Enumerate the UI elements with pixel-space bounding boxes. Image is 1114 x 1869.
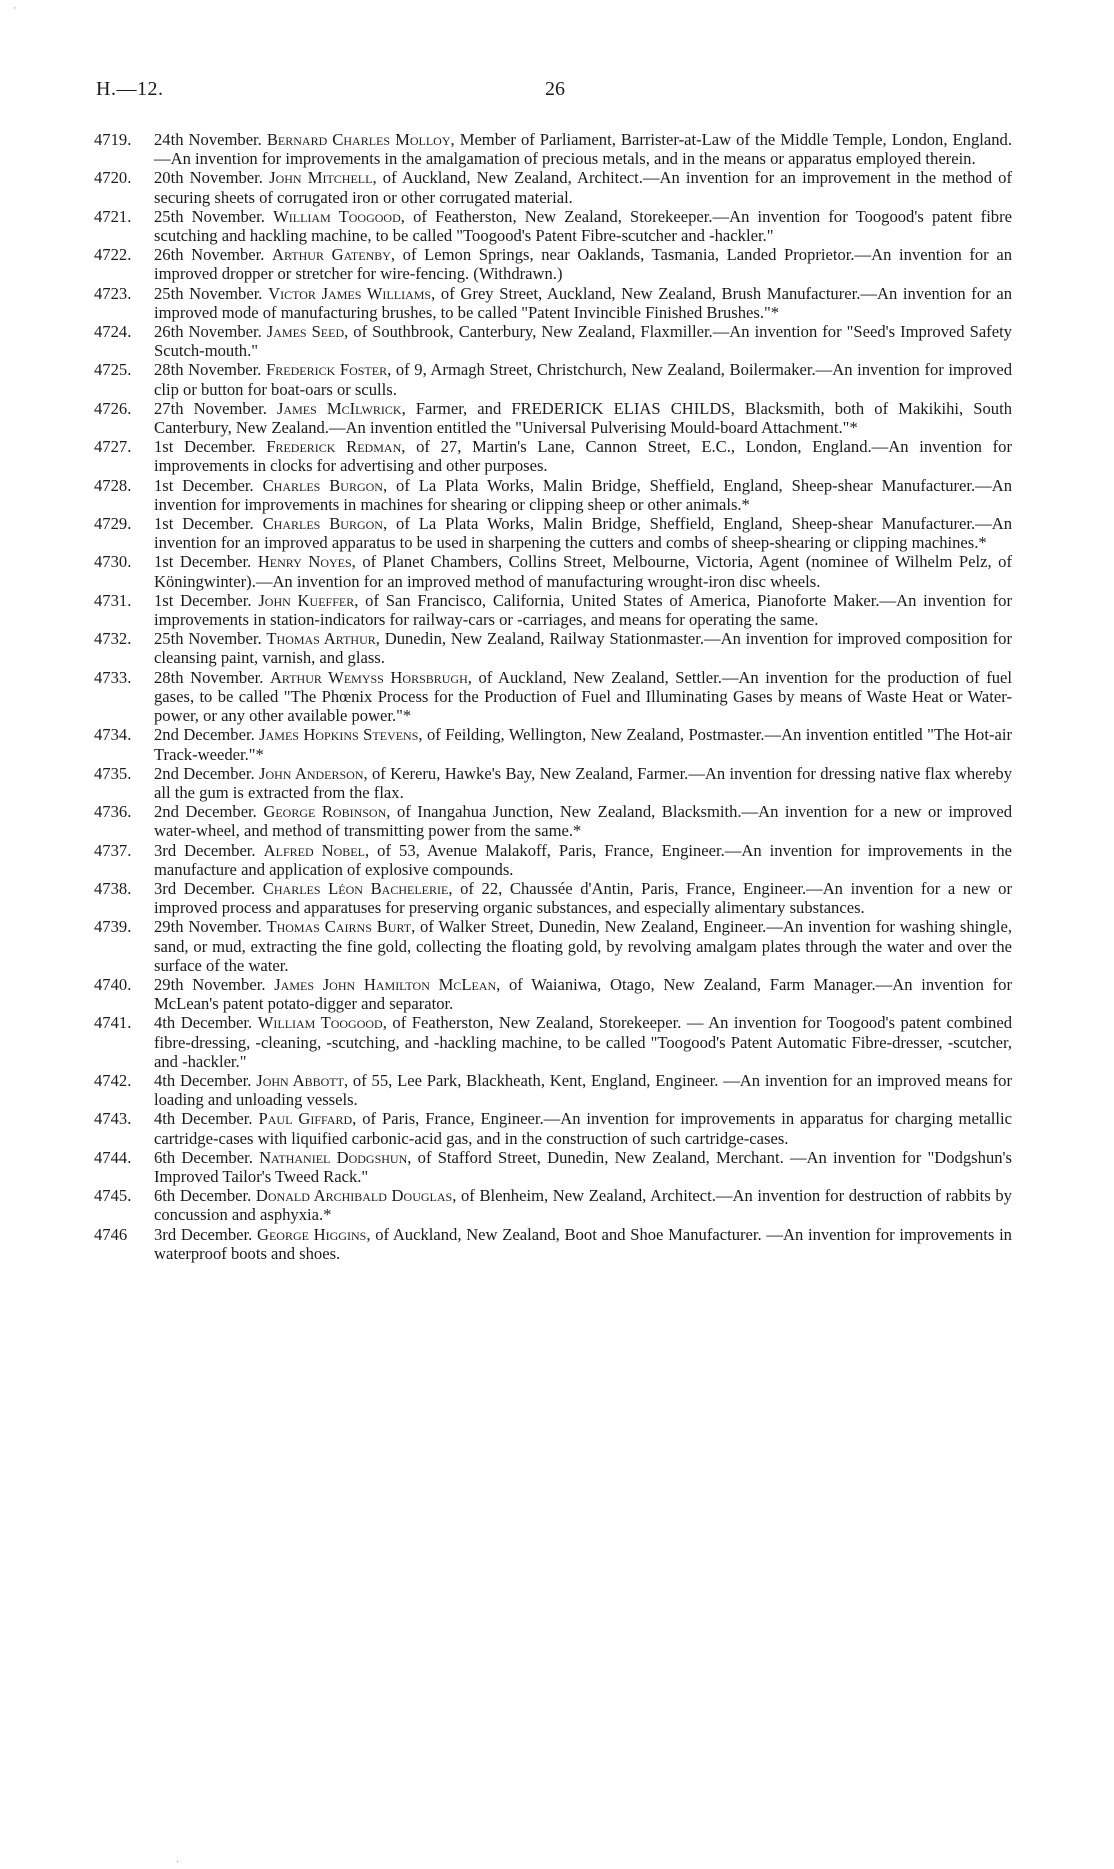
- entry-applicant-name: Donald Archibald Douglas: [255, 1186, 453, 1206]
- entry-applicant-name: Charles Léon Bachelerie: [262, 878, 449, 898]
- entry-date: 6th December.: [154, 1147, 253, 1167]
- entry-applicant-name: Alfred Nobel: [263, 840, 365, 860]
- entry-applicant-name: Paul Giffard: [258, 1109, 353, 1129]
- entry-body: [154, 975, 1012, 1013]
- entry-number: 4719.: [94, 130, 132, 149]
- entry-number: 4738.: [94, 878, 132, 898]
- patent-entry: [94, 1225, 1012, 1263]
- entry-body: [154, 207, 1012, 245]
- entry-date: 26th November.: [154, 245, 265, 265]
- entry-date: 3rd December.: [154, 840, 256, 860]
- entry-date: 25th November.: [154, 629, 262, 649]
- patent-entry: [94, 360, 1012, 398]
- entry-number: 4734.: [94, 725, 132, 745]
- entry-applicant-name: James Seed: [266, 322, 345, 342]
- patent-entry: [94, 1109, 1012, 1147]
- entry-body: [154, 668, 1012, 726]
- entry-body: [154, 360, 1012, 398]
- entry-description: , of La Plata Works, Malin Bridge, Sheffield, England, Sheep-shear Manufacturer.—An invention for improvements in machines for shearing or clipping sheep or other animals.*: [154, 475, 1013, 514]
- entry-number: 4725.: [94, 360, 132, 380]
- patent-entry: [94, 207, 1012, 245]
- entry-date: 28th November.: [154, 667, 264, 687]
- entry-number: 4721.: [94, 206, 132, 226]
- patent-entry: [94, 514, 1012, 552]
- entry-description: , of Planet Chambers, Collins Street, Melbourne, Victoria, Agent (nominee of Wilhelm Pelz, of Köningwinter).—An invention for an improved method of manufacturing wrought-iron disc wheels.: [154, 552, 1012, 591]
- patent-entry: [94, 591, 1012, 629]
- entry-applicant-name: James Hopkins Stevens: [259, 725, 419, 745]
- document-reference: H.—12.: [96, 78, 164, 100]
- scan-mark-top: ': [14, 6, 16, 17]
- entry-applicant-name: Arthur Wemyss Horsbrugh: [269, 667, 468, 687]
- entry-body: [154, 917, 1012, 975]
- patent-entry: [94, 322, 1012, 360]
- entry-body: [154, 1109, 1012, 1147]
- patent-entry: [94, 1013, 1012, 1071]
- entry-applicant-name: James John Hamilton McLean: [274, 974, 497, 994]
- entry-applicant-name: Frederick Foster: [266, 360, 388, 380]
- entry-number: 4727.: [94, 437, 132, 457]
- entry-description: , of Auckland, New Zealand, Boot and Shoe Manufacturer. —An invention for improvements in waterproof boots and shoes.: [154, 1224, 1012, 1263]
- patent-entry: [94, 552, 1012, 590]
- entry-number: 4746: [94, 1224, 128, 1244]
- entry-description: , of Kereru, Hawke's Bay, New Zealand, Farmer.—An invention for dressing native flax whereby all the gum is extracted from the flax.: [154, 763, 1013, 802]
- entry-date: 26th November.: [154, 322, 262, 342]
- patent-entry: [94, 802, 1012, 840]
- entry-body: [154, 1225, 1012, 1263]
- patent-entry: [94, 130, 1012, 168]
- scan-mark-bottom: ·: [176, 1857, 180, 1868]
- entry-applicant-name: Frederick Redman: [266, 437, 402, 457]
- entry-number: 4739.: [94, 917, 132, 937]
- entry-body: [154, 168, 1012, 206]
- entry-date: 1st December.: [154, 552, 252, 572]
- patent-entry: [94, 841, 1012, 879]
- patent-entry: [94, 1148, 1012, 1186]
- entry-number: 4733.: [94, 667, 132, 687]
- entry-description: , of Auckland, New Zealand, Architect.—An invention for an improvement in the method of securing sheets of corrugated iron or other corrugated material.: [154, 168, 1012, 207]
- patent-entry: [94, 1071, 1012, 1109]
- entry-number: 4731.: [94, 590, 132, 610]
- entry-body: [154, 130, 1012, 168]
- entry-applicant-name: William Toogood: [273, 206, 401, 226]
- patent-entry: [94, 764, 1012, 802]
- entry-body: [154, 841, 1012, 879]
- patent-entry: [94, 725, 1012, 763]
- entry-date: 1st December.: [154, 590, 252, 610]
- entry-number: 4724.: [94, 322, 132, 342]
- patent-entry: [94, 476, 1012, 514]
- entry-applicant-name: Thomas Arthur: [266, 629, 376, 649]
- patent-entry: [94, 668, 1012, 726]
- entry-description: , of Featherston, New Zealand, Storekeeper.—An invention for Toogood's patent fibre scutching and hackling machine, to be called "Toogood's Patent Fibre-scutcher and -hackler.": [154, 206, 1012, 246]
- entry-date: 1st December.: [154, 475, 254, 495]
- entry-description: , of Walker Street, Dunedin, New Zealand, Engineer.—An invention for washing shingle, sand, or mud, extracting the fine gold, collecting the floating gold, by revolving amalgam plates through the water and over the surface of the water.: [154, 917, 1012, 975]
- entry-number: 4722.: [94, 245, 132, 265]
- entry-description: , of Auckland, New Zealand, Settler.—An invention for the production of fuel gases, to be called "The Phœnix Process for the Production of Fuel and Illuminating Gases by means of Waste Heat or Water-power, or any other available power."*: [154, 667, 1012, 726]
- patent-entry: [94, 168, 1012, 206]
- entry-date: 4th December.: [154, 1070, 252, 1090]
- entry-description: , of 9, Armagh Street, Christchurch, New Zealand, Boilermaker.—An invention for improved clip or button for boat-oars or sculls.: [154, 360, 1012, 399]
- entry-description: , of 27, Martin's Lane, Cannon Street, E.C., London, England.—An invention for improvements in clocks for advertising and other purposes.: [154, 437, 1012, 476]
- entry-number: 4720.: [94, 168, 132, 188]
- entry-applicant-name: John Anderson: [258, 763, 364, 783]
- entry-applicant-name: James McIlwrick: [276, 398, 402, 418]
- entry-date: 24th November.: [154, 130, 262, 149]
- entry-applicant-name: Victor James Williams: [268, 283, 432, 303]
- patent-entry: [94, 975, 1012, 1013]
- entry-body: [154, 591, 1012, 629]
- entry-applicant-name: George Higgins: [256, 1224, 367, 1244]
- entry-applicant-name: Arthur Gatenby: [272, 245, 391, 265]
- entry-number: 4740.: [94, 974, 132, 994]
- patent-entry: [94, 245, 1012, 283]
- entry-body: [154, 802, 1012, 840]
- entry-applicant-name: William Toogood: [257, 1013, 383, 1033]
- entry-number: 4735.: [94, 763, 132, 783]
- entry-description: , of 55, Lee Park, Blackheath, Kent, England, Engineer. —An invention for an improved means for loading and unloading vessels.: [154, 1070, 1013, 1110]
- entry-number: 4732.: [94, 629, 132, 649]
- entry-applicant-name: John Mitchell: [269, 168, 373, 188]
- entry-number: 4742.: [94, 1070, 132, 1090]
- entry-body: [154, 437, 1012, 475]
- entry-description: , of San Francisco, California, United States of America, Pianoforte Maker.—An invention for improvements in station-indicators for railway-cars or -carriages, and means for operating the same.: [154, 590, 1012, 630]
- entry-description: , of 22, Chaussée d'Antin, Paris, France, Engineer.—An invention for a new or improved process and apparatuses for preserving organic substances, and especially alimentary substances.: [154, 878, 1012, 918]
- entry-date: 3rd December.: [154, 1224, 253, 1244]
- page-number: 26: [545, 78, 565, 100]
- entry-body: [154, 514, 1012, 552]
- patent-entry: [94, 629, 1012, 667]
- entry-date: 25th November.: [154, 283, 263, 303]
- entry-body: [154, 629, 1012, 667]
- entry-description: , of Stafford Street, Dunedin, New Zealand, Merchant. —An invention for "Dodgshun's Improved Tailor's Tweed Rack.": [154, 1147, 1012, 1186]
- entry-number: 4726.: [94, 398, 132, 418]
- patent-entry: [94, 879, 1012, 917]
- entry-applicant-name: Thomas Cairns Burt: [266, 917, 412, 937]
- entry-date: 3rd December.: [154, 878, 256, 898]
- entry-date: 2nd December.: [154, 802, 257, 822]
- entry-date: 6th December.: [154, 1186, 252, 1206]
- entry-date: 1st December.: [154, 437, 256, 457]
- entry-description: , of Feilding, Wellington, New Zealand, Postmaster.—An invention entitled "The Hot-air Track-weeder."*: [154, 725, 1012, 764]
- entry-applicant-name: Charles Burgon: [262, 514, 383, 534]
- entry-number: 4737.: [94, 840, 132, 860]
- entry-body: [154, 1186, 1012, 1224]
- entry-body: [154, 476, 1012, 514]
- entry-number: 4729.: [94, 514, 132, 534]
- entry-date: 1st December.: [154, 514, 254, 534]
- entry-applicant-name: George Robinson: [263, 802, 387, 822]
- entry-number: 4723.: [94, 283, 132, 303]
- entry-date: 2nd December.: [154, 725, 255, 745]
- patent-entry: [94, 399, 1012, 437]
- entry-description: , Member of Parliament, Barrister-at-Law of the Middle Temple, London, England.—An invention for improvements in the amalgamation of precious metals, and in the means or apparatus employed therein.: [154, 130, 1012, 169]
- entry-description: , of Grey Street, Auckland, New Zealand, Brush Manufacturer.—An invention for an improved mode of manufacturing brushes, to be called "Patent Invincible Finished Brushes."*: [154, 283, 1012, 322]
- entry-number: 4743.: [94, 1109, 132, 1129]
- entry-body: [154, 245, 1012, 283]
- entry-body: [154, 725, 1012, 763]
- entry-description: , of Waianiwa, Otago, New Zealand, Farm Manager.—An invention for McLean's patent potato-digger and separator.: [154, 974, 1012, 1014]
- entry-date: 4th December.: [154, 1013, 253, 1033]
- entry-date: 25th November.: [154, 206, 265, 226]
- entry-applicant-name: Bernard Charles Molloy: [266, 130, 451, 149]
- patent-entry: [94, 284, 1012, 322]
- entry-number: 4736.: [94, 802, 132, 822]
- entry-description: , of 53, Avenue Malakoff, Paris, France, Engineer.—An invention for improvements in the manufacture and application of explosive compounds.: [154, 840, 1012, 879]
- entry-date: 2nd December.: [154, 763, 255, 783]
- entry-date: 29th November.: [154, 974, 266, 994]
- entry-body: [154, 552, 1012, 590]
- entry-applicant-name: Nathaniel Dodgshun: [259, 1147, 408, 1167]
- entry-description: , of Paris, France, Engineer.—An invention for improvements in apparatus for charging metallic cartridge-cases with liquified carbonic-acid gas, and in the construction of such cartridge-cases.: [154, 1109, 1013, 1148]
- patent-entry: [94, 1186, 1012, 1224]
- entry-number: 4744.: [94, 1147, 132, 1167]
- entry-body: [154, 1013, 1012, 1071]
- patent-entries-list: [94, 130, 1012, 1263]
- page-header: [96, 78, 1014, 106]
- entry-description: , of Blenheim, New Zealand, Architect.—An invention for destruction of rabbits by concussion and asphyxia.*: [154, 1186, 1012, 1225]
- entry-date: 4th December.: [154, 1109, 253, 1129]
- patent-entry: [94, 917, 1012, 975]
- entry-description: , Dunedin, New Zealand, Railway Stationmaster.—An invention for improved composition for cleansing paint, varnish, and glass.: [154, 629, 1012, 668]
- entry-date: 27th November.: [154, 398, 267, 418]
- entry-body: [154, 399, 1012, 437]
- entry-body: [154, 1148, 1012, 1186]
- entry-date: 29th November.: [154, 917, 262, 937]
- entry-number: 4745.: [94, 1186, 132, 1206]
- entry-description: , of La Plata Works, Malin Bridge, Sheffield, England, Sheep-shear Manufacturer.—An invention for an improved apparatus to be used in sharpening the cutters and combs of sheep-shearing or clipping machines.*: [154, 514, 1013, 553]
- entry-description: , of Lemon Springs, near Oaklands, Tasmania, Landed Proprietor.—An invention for an improved dropper or stretcher for wire-fencing. (Withdrawn.): [154, 245, 1012, 284]
- entry-description: , Farmer, and FREDERICK ELIAS CHILDS, Blacksmith, both of Makikihi, South Canterbury, New Zealand.—An invention entitled the "Universal Pulverising Mould-board Attachment."*: [154, 398, 1012, 438]
- entry-applicant-name: Henry Noyes: [257, 552, 352, 572]
- entry-description: , of Featherston, New Zealand, Storekeeper. — An invention for Toogood's patent combined fibre-dressing, -cleaning, -scutching, and -hackling machine, to be called "Toogood's Patent Automatic Fibre-dresser, -scutcher, and -hackler.": [154, 1013, 1012, 1071]
- entry-body: [154, 284, 1012, 322]
- entry-description: , of Southbrook, Canterbury, New Zealand, Flaxmiller.—An invention for "Seed's Improved Safety Scutch-mouth.": [154, 322, 1012, 361]
- entry-body: [154, 322, 1012, 360]
- entry-date: 28th November.: [154, 360, 262, 380]
- entry-number: 4730.: [94, 552, 132, 572]
- entry-number: 4741.: [94, 1013, 132, 1033]
- entry-number: 4728.: [94, 475, 132, 495]
- entry-description: , of Inangahua Junction, New Zealand, Blacksmith.—An invention for a new or improved water-wheel, and method of transmitting power from the same.*: [154, 802, 1012, 841]
- entry-applicant-name: John Kueffer: [258, 590, 355, 610]
- entry-body: [154, 764, 1012, 802]
- entry-applicant-name: Charles Burgon: [262, 475, 383, 495]
- entry-date: 20th November.: [154, 168, 263, 188]
- entry-body: [154, 879, 1012, 917]
- patent-entry: [94, 437, 1012, 475]
- entry-body: [154, 1071, 1012, 1109]
- entry-applicant-name: John Abbott: [256, 1070, 344, 1090]
